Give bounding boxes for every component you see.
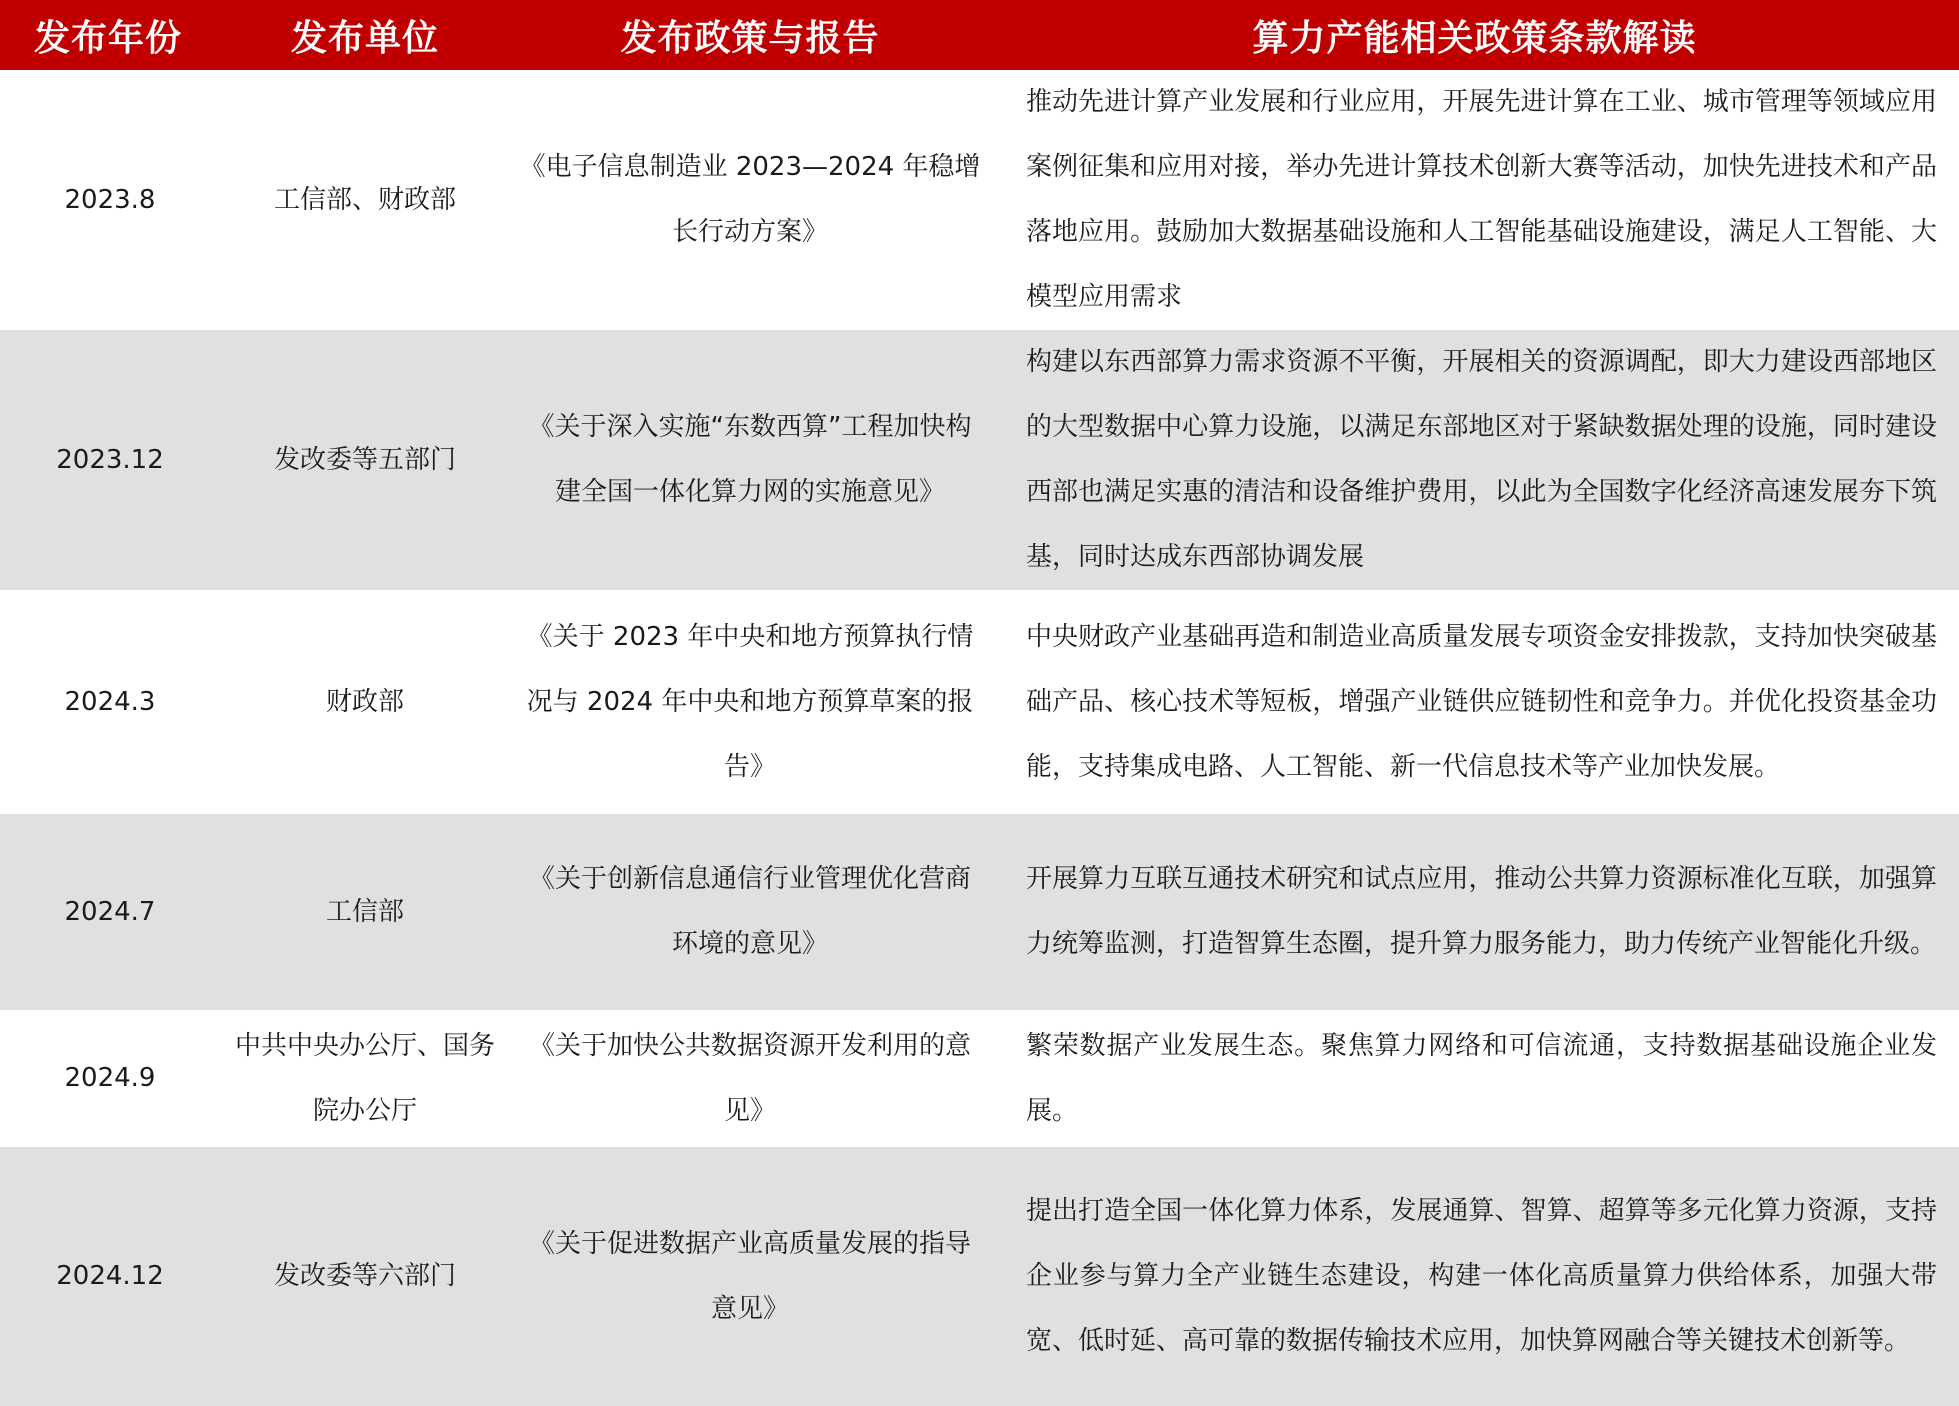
cell-policy: 《关于深入实施“东数西算”工程加快构建全国一体化算力网的实施意见》 bbox=[528, 412, 972, 507]
cell-policy: 《关于创新信息通信行业管理优化营商环境的意见》 bbox=[528, 864, 971, 959]
cell-year: 2023.12 bbox=[56, 444, 164, 475]
table-row bbox=[0, 70, 1959, 330]
table-row bbox=[0, 814, 1959, 1010]
header-interpretation: 算力产能相关政策条款解读 bbox=[1252, 17, 1697, 59]
table-body bbox=[0, 70, 1959, 1406]
header-issuer: 发布单位 bbox=[290, 17, 439, 59]
cell-policy: 《电子信息制造业 2023—2024 年稳增长行动方案》 bbox=[519, 152, 981, 247]
table-header bbox=[0, 0, 1959, 70]
cell-year: 2024.9 bbox=[64, 1063, 156, 1093]
cell-interpretation: 提出打造全国一体化算力体系，发展通算、智算、超算等多元化算力资源，支持企业参与算力全产业链生态建设，构建一体化高质量算力供给体系，加强大带宽、低时延、高可靠的数据传输技术应用，加快算网融合等关键技术创新等。 bbox=[1026, 1196, 1937, 1356]
cell-issuer: 中共中央办公厅、国务院办公厅 bbox=[234, 1030, 495, 1126]
table-row bbox=[0, 1147, 1959, 1406]
cell-year: 2024.3 bbox=[64, 686, 156, 717]
cell-policy: 《关于促进数据产业高质量发展的指导意见》 bbox=[528, 1228, 971, 1324]
cell-issuer: 工信部、财政部 bbox=[273, 184, 456, 215]
table-row bbox=[0, 1010, 1959, 1147]
cell-issuer: 财政部 bbox=[325, 686, 404, 717]
cell-issuer: 发改委等五部门 bbox=[273, 444, 456, 475]
header-row bbox=[0, 0, 1959, 70]
cell-policy: 《关于 2023 年中央和地方预算执行情况与 2024 年中央和地方预算草案的报告》 bbox=[526, 621, 974, 782]
cell-interpretation: 构建以东西部算力需求资源不平衡，开展相关的资源调配，即大力建设西部地区的大型数据中心算力设施，以满足东部地区对于紧缺数据处理的设施，同时建设西部也满足实惠的清洁和设备维护费用，以此为全国数字化经济高速发展夯下筑基，同时达成东西部协调发展 bbox=[1026, 347, 1937, 572]
cell-year: 2023.8 bbox=[64, 184, 156, 215]
cell-interpretation: 开展算力互联互通技术研究和试点应用，推动公共算力资源标准化互联，加强算力统筹监测，打造智算生态圈，提升算力服务能力，助力传统产业智能化升级。 bbox=[1026, 864, 1937, 959]
table-row bbox=[0, 330, 1959, 590]
cell-policy: 《关于加快公共数据资源开发利用的意见》 bbox=[528, 1030, 971, 1126]
table-row bbox=[0, 590, 1959, 814]
header-policy: 发布政策与报告 bbox=[620, 17, 880, 59]
cell-interpretation: 中央财政产业基础再造和制造业高质量发展专项资金安排拨款，支持加快突破基础产品、核心技术等短板，增强产业链供应链韧性和竞争力。并优化投资基金功能，支持集成电路、人工智能、新一代信息技术等产业加快发展。 bbox=[1026, 621, 1937, 782]
cell-year: 2024.12 bbox=[56, 1261, 164, 1291]
header-year: 发布年份 bbox=[34, 17, 183, 59]
cell-interpretation: 繁荣数据产业发展生态。聚焦算力网络和可信流通，支持数据基础设施企业发展。 bbox=[1026, 1030, 1937, 1126]
cell-year: 2024.7 bbox=[64, 896, 156, 927]
cell-issuer: 工信部 bbox=[325, 896, 404, 927]
cell-interpretation: 推动先进计算产业发展和行业应用，开展先进计算在工业、城市管理等领域应用案例征集和应用对接，举办先进计算技术创新大赛等活动，加快先进技术和产品落地应用。鼓励加大数据基础设施和人工智能基础设施建设，满足人工智能、大模型应用需求 bbox=[1026, 87, 1937, 312]
cell-issuer: 发改委等六部门 bbox=[273, 1261, 456, 1291]
